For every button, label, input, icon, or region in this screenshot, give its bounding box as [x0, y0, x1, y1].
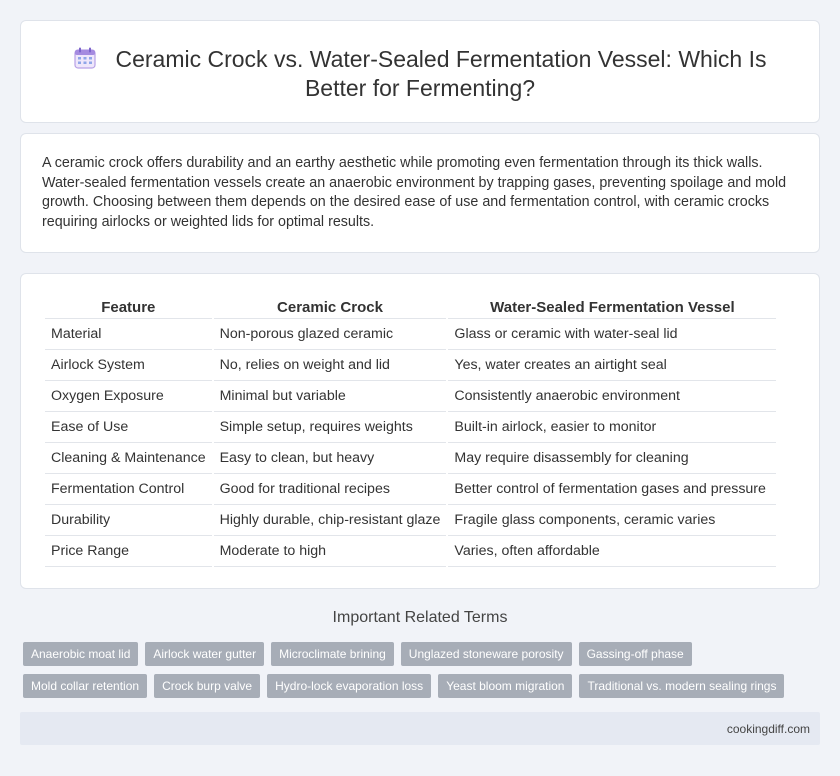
footer: [20, 712, 820, 745]
term-tag[interactable]: Yeast bloom migration: [438, 674, 572, 698]
table-cell: Material: [45, 319, 212, 350]
table-row: [45, 443, 776, 474]
table-cell: Non-porous glazed ceramic: [214, 319, 447, 350]
table-cell: No, relies on weight and lid: [214, 350, 447, 381]
header-feature: Feature: [45, 295, 212, 319]
table-row: [45, 319, 776, 350]
title-line-1: Ceramic Crock vs. Water-Sealed Fermentation Vessel: Which Is: [115, 46, 767, 72]
comparison-table-card: [20, 273, 820, 589]
tag-row-2: [23, 674, 803, 698]
table-row: [45, 474, 776, 505]
term-tag[interactable]: Gassing-off phase: [579, 642, 692, 666]
table-cell: Fragile glass components, ceramic varies: [448, 505, 776, 536]
table-cell: Oxygen Exposure: [45, 381, 212, 412]
term-tag[interactable]: Unglazed stoneware porosity: [401, 642, 572, 666]
table-cell: Glass or ceramic with water-seal lid: [448, 319, 776, 350]
page-title: [21, 45, 819, 103]
comparison-table: [43, 295, 778, 567]
table-cell: Consistently anaerobic environment: [448, 381, 776, 412]
header-water-sealed-vessel: Water-Sealed Fermentation Vessel: [448, 295, 776, 319]
term-tag[interactable]: Crock burp valve: [154, 674, 260, 698]
table-cell: Ease of Use: [45, 412, 212, 443]
table-cell: Easy to clean, but heavy: [214, 443, 447, 474]
table-row: [45, 381, 776, 412]
table-row: [45, 412, 776, 443]
calendar-icon: [73, 46, 97, 70]
table-cell: Price Range: [45, 536, 212, 567]
table-cell: Simple setup, requires weights: [214, 412, 447, 443]
related-terms-title: Important Related Terms: [332, 609, 508, 626]
term-tag[interactable]: Traditional vs. modern sealing rings: [579, 674, 784, 698]
table-cell: Yes, water creates an airtight seal: [448, 350, 776, 381]
table-cell: Varies, often affordable: [448, 536, 776, 567]
table-cell: Durability: [45, 505, 212, 536]
tag-row-1: [23, 642, 803, 666]
table-header-row: [45, 295, 776, 319]
table-row: [45, 350, 776, 381]
table-cell: Moderate to high: [214, 536, 447, 567]
table-cell: Built-in airlock, easier to monitor: [448, 412, 776, 443]
site-link[interactable]: cookingdiff.com: [726, 722, 810, 736]
table-cell: Good for traditional recipes: [214, 474, 447, 505]
table-cell: Fermentation Control: [45, 474, 212, 505]
term-tag[interactable]: Microclimate brining: [271, 642, 394, 666]
table-cell: Cleaning & Maintenance: [45, 443, 212, 474]
table-cell: Highly durable, chip-resistant glaze: [214, 505, 447, 536]
term-tag[interactable]: Anaerobic moat lid: [23, 642, 138, 666]
table-cell: Better control of fermentation gases and pressure: [448, 474, 776, 505]
table-cell: Airlock System: [45, 350, 212, 381]
table-cell: Minimal but variable: [214, 381, 447, 412]
summary-text: A ceramic crock offers durability and an earthy aesthetic while promoting even fermentation through its thick walls. Water-sealed fermentation vessels create an anaerobic environment by trapping gases, preventing spoilage and mold growth. Choosing between them depends on the desired ease of use and fermentation control, with ceramic crocks requiring airlocks or weighted lids for optimal results.: [42, 155, 787, 230]
table-row: [45, 505, 776, 536]
table-row: [45, 536, 776, 567]
title-line-2: Better for Fermenting?: [304, 75, 536, 101]
term-tag[interactable]: Airlock water gutter: [145, 642, 264, 666]
term-tag[interactable]: Mold collar retention: [23, 674, 147, 698]
header-ceramic-crock: Ceramic Crock: [214, 295, 447, 319]
related-terms-tags: [23, 642, 803, 706]
table-cell: May require disassembly for cleaning: [448, 443, 776, 474]
term-tag[interactable]: Hydro-lock evaporation loss: [267, 674, 431, 698]
summary-card: [20, 133, 820, 253]
title-card: [20, 20, 820, 123]
